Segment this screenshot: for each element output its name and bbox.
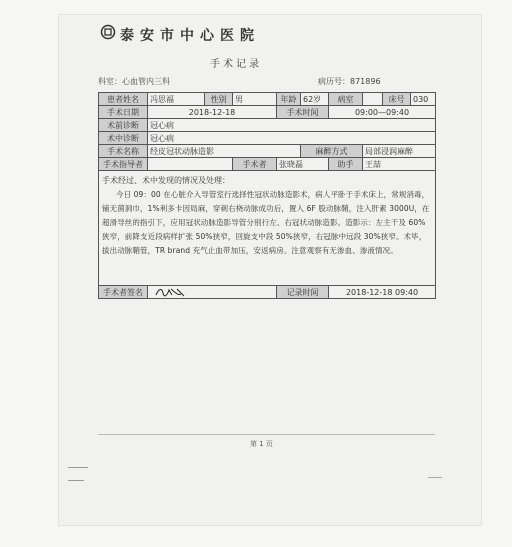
surgery-date-label: 手术日期 xyxy=(99,106,148,119)
age-label: 年龄 xyxy=(277,93,301,106)
surgery-time: 09:00—09:40 xyxy=(329,106,436,119)
age-value: 62岁 xyxy=(301,93,329,106)
ward-value xyxy=(363,93,383,106)
instructor-value xyxy=(148,158,233,171)
table-row xyxy=(99,119,436,132)
scan-mark xyxy=(68,480,84,481)
sex-label: 性别 xyxy=(205,93,233,106)
surgery-time-label: 手术时间 xyxy=(277,106,329,119)
findings-text: 今日 09：00 在心脏介入导管室行选择性冠状动脉造影术，病人平卧于手术床上，常规消毒，铺无菌洞巾，1%利多卡因局麻，穿刺右桡动脉成功后，置入 6F 股动脉鞘，注入肝素 3000U，在超滑导丝的指引下，应用冠状动脉造影导管分别行左、右冠状动脉造影。造影示：左主干及 60%狭窄，前降支近段病样扩张 50%狭窄，回旋支中段 50%狭窄，右冠脉中远段 30%狭窄。术毕，拔出动脉鞘管，TR brand 充气止血带加压，安返病房。注意观察有无渗血、渗液情况。 xyxy=(102,190,430,255)
hospital-name: 泰安市中心医院 xyxy=(120,28,260,44)
procedure-label: 手术名称 xyxy=(99,145,148,158)
intra-diagnosis: 冠心病 xyxy=(148,132,436,145)
table-row xyxy=(99,286,436,299)
table-row xyxy=(99,132,436,145)
footer-divider xyxy=(98,434,435,435)
pre-diagnosis: 冠心病 xyxy=(148,119,436,132)
surgeon-label: 手术者 xyxy=(233,158,277,171)
signature-cell xyxy=(148,286,277,299)
findings-cell xyxy=(99,171,436,286)
record-time: 2018-12-18 09:40 xyxy=(329,286,436,299)
procedure-name: 经皮冠状动脉造影 xyxy=(148,145,301,158)
patient-name: 冯思福 xyxy=(148,93,205,106)
patient-name-label: 患者姓名 xyxy=(99,93,148,106)
surgery-record-table xyxy=(98,92,436,299)
ward-label: 病室 xyxy=(329,93,363,106)
table-row xyxy=(99,158,436,171)
hospital-logo-icon xyxy=(100,24,116,40)
scan-mark xyxy=(428,477,442,478)
record-time-label: 记录时间 xyxy=(277,286,329,299)
assistant-name: 王喆 xyxy=(363,158,436,171)
intra-diagnosis-label: 术中诊断 xyxy=(99,132,148,145)
bed-value: 030 xyxy=(411,93,436,106)
table-row xyxy=(99,93,436,106)
anesthesia-method: 局部浸润麻醉 xyxy=(363,145,436,158)
bed-label: 床号 xyxy=(383,93,411,106)
findings-header: 手术经过、术中发现的情况及处理： xyxy=(102,176,230,185)
anesthesia-label: 麻醉方式 xyxy=(301,145,363,158)
department: 科室：心血管内三科 xyxy=(98,77,170,86)
table-row xyxy=(99,171,436,286)
form-title: 手术记录 xyxy=(210,59,262,70)
instructor-label: 手术指导者 xyxy=(99,158,148,171)
assistant-label: 助手 xyxy=(329,158,363,171)
record-number: 病历号：871896 xyxy=(318,77,381,86)
scan-mark xyxy=(68,467,88,468)
handwritten-signature xyxy=(150,286,192,298)
signature-label: 手术者签名 xyxy=(99,286,148,299)
page-number: 第 1 页 xyxy=(250,440,273,448)
pre-diagnosis-label: 术前诊断 xyxy=(99,119,148,132)
table-row xyxy=(99,145,436,158)
sex-value: 男 xyxy=(233,93,277,106)
surgeon-name: 张晓磊 xyxy=(277,158,329,171)
surgery-date: 2018-12-18 xyxy=(148,106,277,119)
table-row xyxy=(99,106,436,119)
